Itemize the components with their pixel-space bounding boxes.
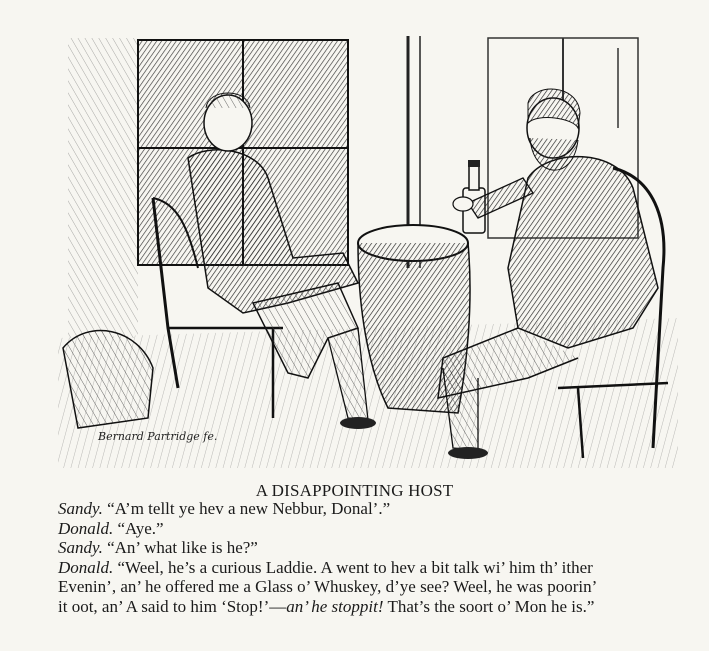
speaker-name: Donald.	[58, 518, 114, 538]
dialogue-line-2	[58, 519, 698, 539]
cartoon-title: A DISAPPOINTING HOST	[255, 481, 454, 500]
speaker-name: Donald.	[58, 557, 114, 577]
dialogue-text: “A’m tellt ye hev a new Nebbur, Donal’.”	[102, 499, 391, 518]
dialogue-text: “Weel, he’s a curious Laddie. A went to hev a bit talk wi’ him th’ ither	[113, 557, 593, 577]
wall-panel	[68, 38, 138, 338]
dialogue-line-3	[58, 538, 698, 558]
dialogue-text: That’s the soort o’ Mon he is.”	[383, 596, 595, 616]
speaker-name: Sandy.	[58, 538, 103, 557]
speaker-name: Sandy.	[58, 499, 103, 518]
cartoon-illustration	[58, 28, 678, 468]
dialogue-block	[58, 499, 698, 616]
dialogue-line-4	[58, 558, 698, 578]
artist-signature: Bernard Partridge fe.	[98, 430, 218, 443]
dialogue-emphasis: an’ he stoppit!	[286, 596, 384, 616]
dialogue-text: it oot, an’ A said to him ‘Stop!’—	[58, 596, 287, 616]
dialogue-line-5: Evenin’, an’ he offered me a Glass o’ Whuskey, d’ye see? Weel, he was poorin’	[58, 577, 598, 596]
dialogue-text: “Aye.”	[113, 518, 164, 538]
dialogue-text: “An’ what like is he?”	[102, 538, 258, 557]
dialogue-line-6	[58, 597, 698, 617]
dialogue-line-1	[58, 499, 698, 519]
